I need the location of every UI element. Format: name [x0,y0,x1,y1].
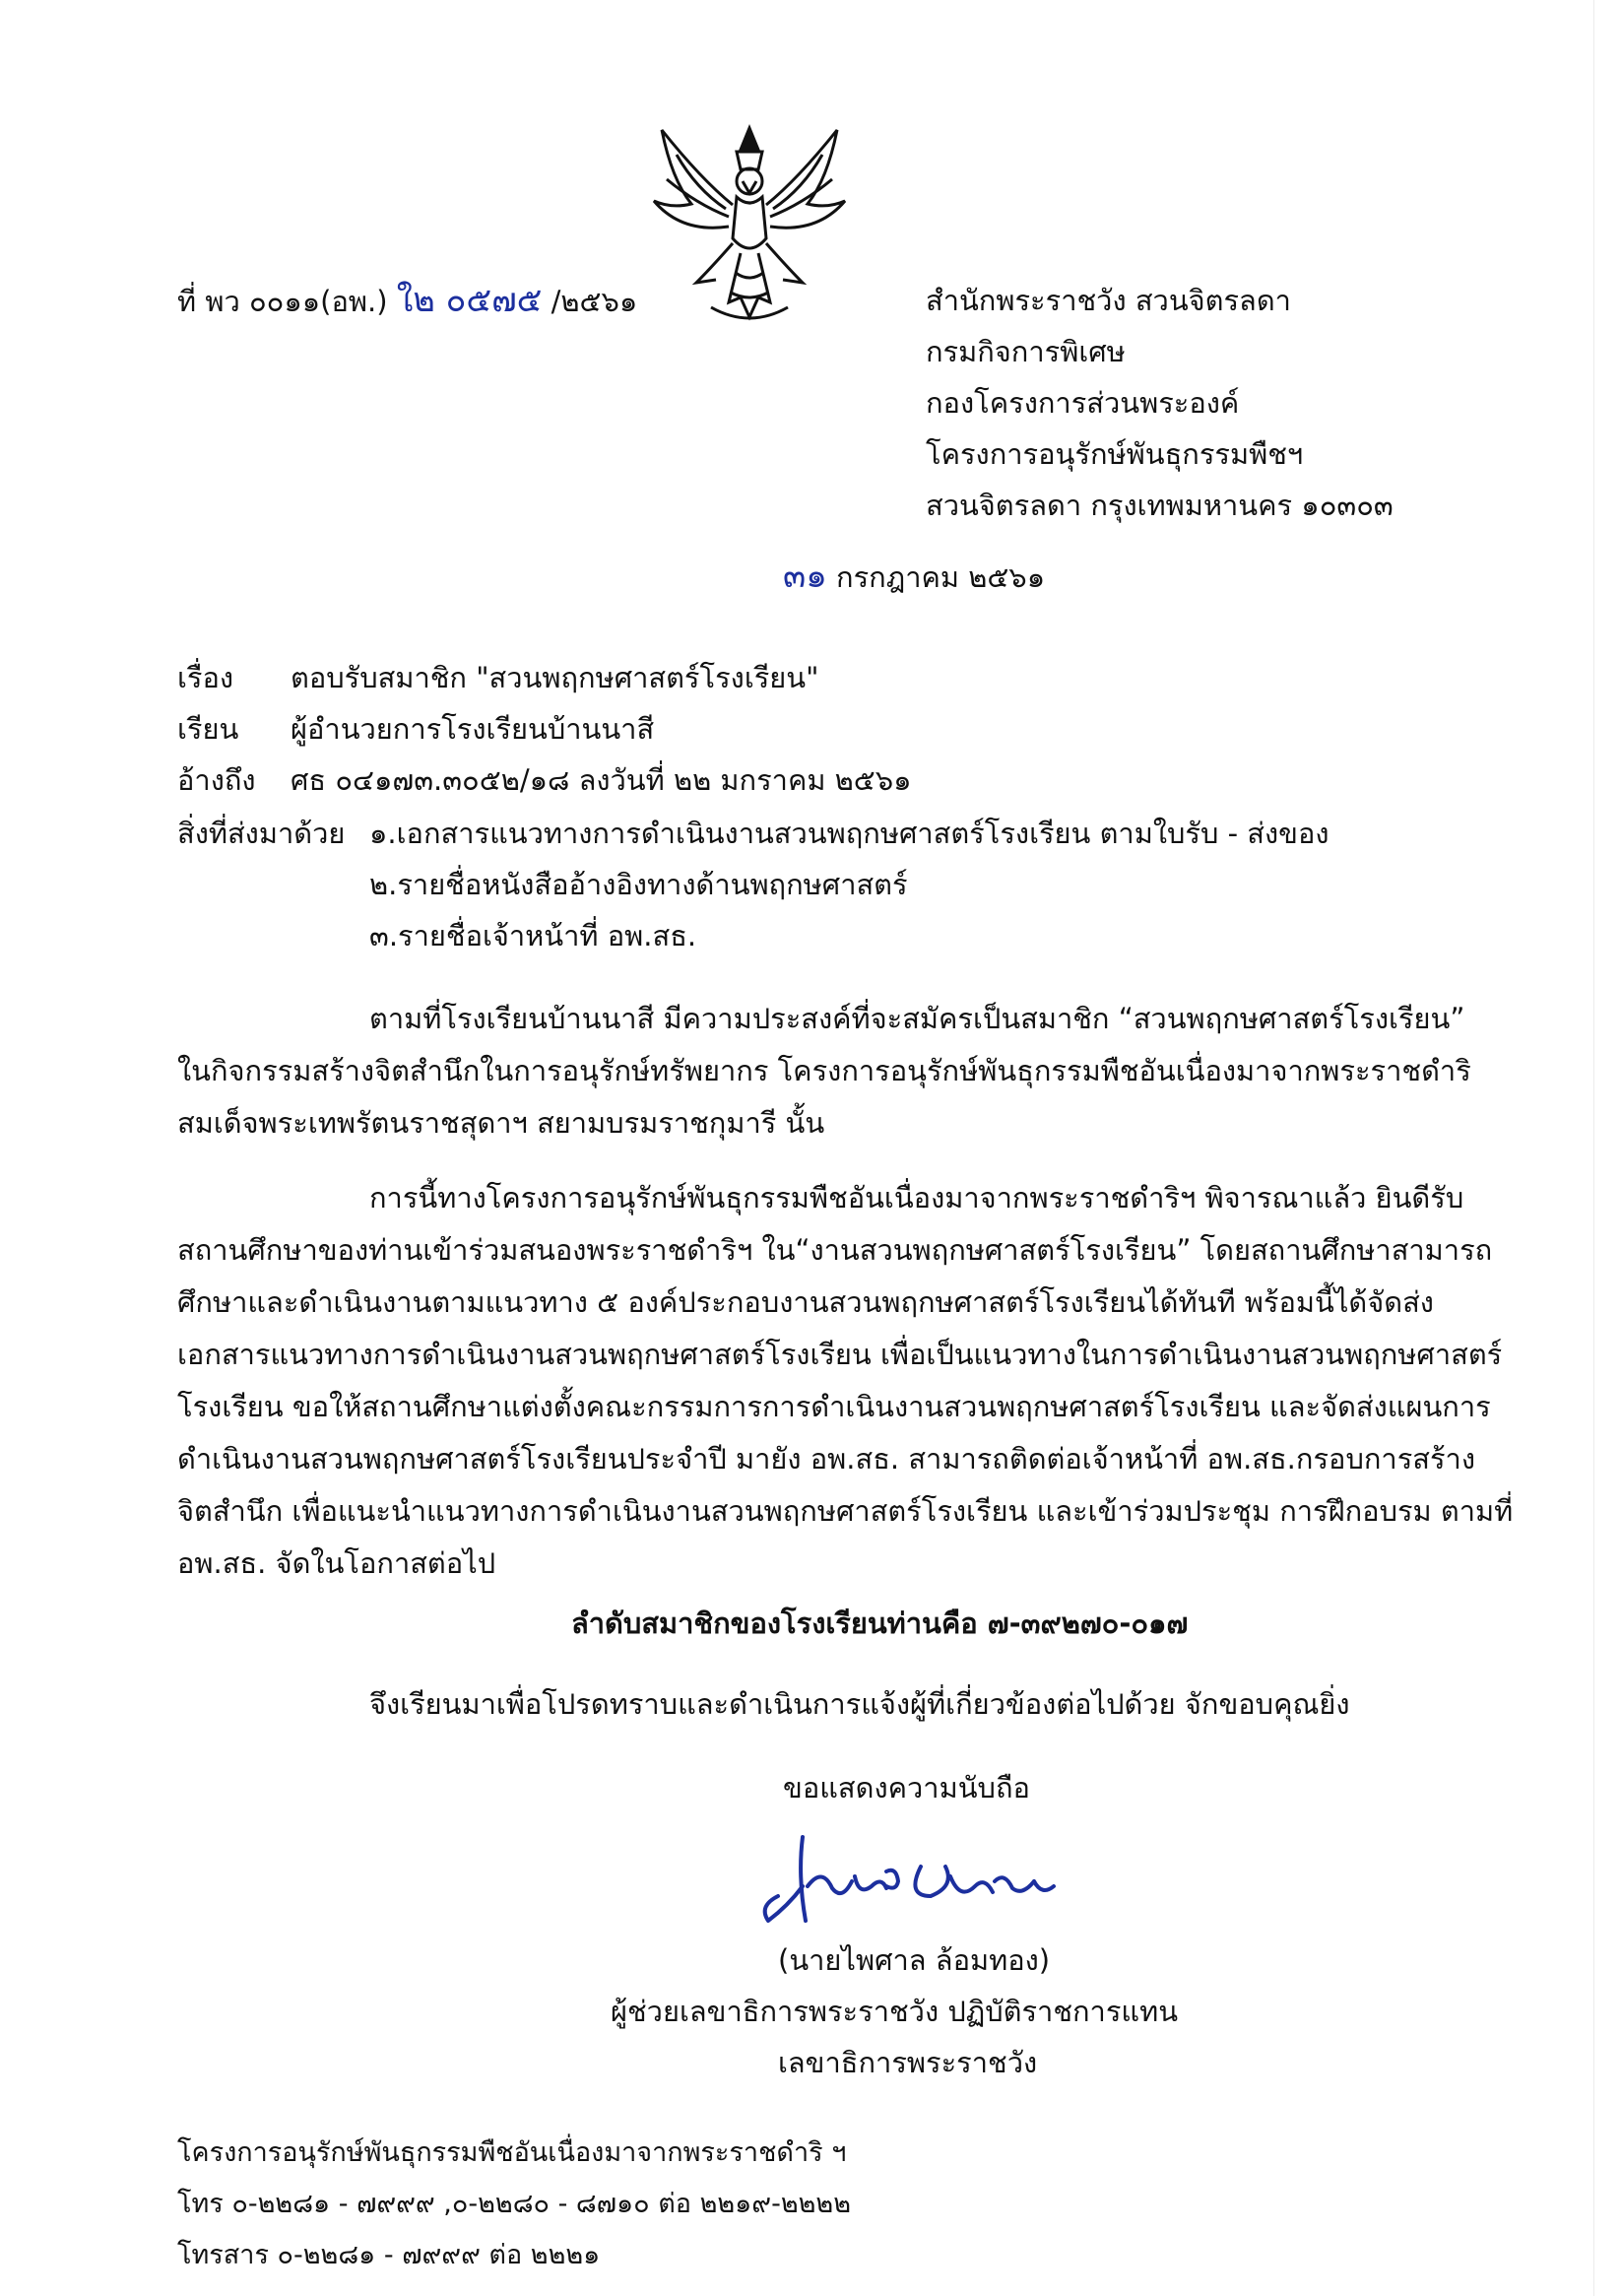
closing-request: จึงเรียนมาเพื่อโปรดทราบและดำเนินการแจ้งผู้ที่เกี่ยวข้องต่อไปด้วย จักขอบคุณยิ่ง [369,1687,1350,1721]
paragraph-line: ดำเนินงานสวนพฤกษศาสตร์โรงเรียนประจำปี มายัง อพ.สธ. สามารถติดต่อเจ้าหน้าที่ อพ.สธ.กรอบการสร้าง [177,1442,1475,1476]
regards-text: ขอแสดงความนับถือ [783,1771,1030,1804]
date-month-year: กรกฎาคม ๒๕๖๑ [836,560,1046,594]
member-number: ลำดับสมาชิกของโรงเรียนท่านคือ ๗-๓๙๒๗๐-๐๑๗ [571,1607,1189,1640]
paragraph-line: ในกิจกรรมสร้างจิตสำนึกในการอนุรักษ์ทรัพยากร โครงการอนุรักษ์พันธุกรรมพืชอันเนื่องมาจากพระราชดำริ [177,1054,1471,1087]
ref-year: /๒๕๖๑ [551,285,638,318]
to-text: ผู้อำนวยการโรงเรียนบ้านนาสี [291,712,655,746]
paragraph-line: สมเด็จพระเทพรัตนราชสุดาฯ สยามบรมราชกุมารี นั้น [177,1106,825,1140]
signatory-title: ผู้ช่วยเลขาธิการพระราชวัง ปฏิบัติราชการแทน [611,1995,1179,2028]
ref-number-handwritten: ใ๒ ๐๕๗๕ [396,281,543,320]
body-paragraph-2 [177,1172,1514,1590]
paragraph-line: โรงเรียน ขอให้สถานศึกษาแต่งตั้งคณะกรรมการการดำเนินงานสวนพฤกษศาสตร์โรงเรียน และจัดส่งแผนการ [177,1390,1491,1423]
paragraph-line: ศึกษาและดำเนินงานตามแนวทาง ๕ องค์ประกอบงานสวนพฤกษศาสตร์โรงเรียนได้ทันที พร้อมนี้ได้จัดส่ง [177,1285,1434,1319]
sender-line: สำนักพระราชวัง สวนจิตรลดา [926,284,1291,317]
reference-number [177,281,637,321]
signatory-name: (นายไพศาล ล้อมทอง) [778,1943,1051,1977]
paragraph-line: อพ.สธ. จัดในโอกาสต่อไป [177,1546,496,1580]
body-paragraph-1 [177,993,1471,1149]
footer-org: โครงการอนุรักษ์พันธุกรรมพืชอันเนื่องมาจากพระราชดำริ ฯ [177,2137,847,2168]
paragraph-line: ตามที่โรงเรียนบ้านนาสี มีความประสงค์ที่จะสมัครเป็นสมาชิก “สวนพฤกษศาสตร์โรงเรียน” [369,1002,1465,1035]
subject-text: ตอบรับสมาชิก "สวนพฤกษศาสตร์โรงเรียน" [291,661,819,694]
enclosure-item: ๑.เอกสารแนวทางการดำเนินงานสวนพฤกษศาสตร์โรงเรียน ตามใบรับ - ส่งของ [369,817,1329,850]
to-label: เรียน [177,712,239,746]
ref-prefix: ที่ พว ๐๐๑๑(อพ.) [177,285,388,318]
date-day-handwritten: ๓๑ [783,557,827,596]
sender-line: กรมกิจการพิเศษ [926,335,1126,368]
enclosure-item: ๓.รายชื่อเจ้าหน้าที่ อพ.สธ. [369,919,697,952]
enclosure-item: ๒.รายชื่อหนังสืออ้างอิงทางด้านพฤกษศาสตร์ [369,868,908,901]
footer-phone: โทร ๐-๒๒๘๑ - ๗๙๙๙ ,๐-๒๒๘๐ - ๘๗๑๐ ต่อ ๒๒๑๙-๒๒๒๒ [177,2189,852,2219]
paragraph-line: สถานศึกษาของท่านเข้าร่วมสนองพระราชดำริฯ ใน“งานสวนพฤกษศาสตร์โรงเรียน” โดยสถานศึกษาสามารถ [177,1233,1493,1267]
sender-line: โครงการอนุรักษ์พันธุกรรมพืชฯ [926,437,1304,471]
signature-icon [748,1827,1073,1935]
subject-label: เรื่อง [177,661,234,694]
sender-line: กองโครงการส่วนพระองค์ [926,386,1240,420]
footer-fax: โทรสาร ๐-๒๒๘๑ - ๗๙๙๙ ต่อ ๒๒๒๑ [177,2240,601,2270]
page-edge-line [1593,0,1594,2296]
paragraph-line: เอกสารแนวทางการดำเนินงานสวนพฤกษศาสตร์โรงเรียน เพื่อเป็นแนวทางในการดำเนินงานสวนพฤกษศาสตร์ [177,1338,1503,1371]
sender-line: สวนจิตรลดา กรุงเทพมหานคร ๑๐๓๐๓ [926,489,1394,522]
reference-text: ศธ ๐๔๑๗๓.๓๐๕๒/๑๘ ลงวันที่ ๒๒ มกราคม ๒๕๖๑ [291,763,912,797]
letter-date [783,557,1045,597]
garuda-emblem-icon [642,110,857,332]
enclosures-label: สิ่งที่ส่งมาด้วย [177,817,346,850]
reference-label: อ้างถึง [177,763,256,797]
signatory-title: เลขาธิการพระราชวัง [778,2046,1038,2079]
paragraph-line: การนี้ทางโครงการอนุรักษ์พันธุกรรมพืชอันเนื่องมาจากพระราชดำริฯ พิจารณาแล้ว ยินดีรับ [369,1181,1464,1214]
paragraph-line: จิตสำนึก เพื่อแนะนำแนวทางการดำเนินงานสวนพฤกษศาสตร์โรงเรียน และเข้าร่วมประชุม การฝึกอบรม ตามที่ [177,1494,1514,1528]
